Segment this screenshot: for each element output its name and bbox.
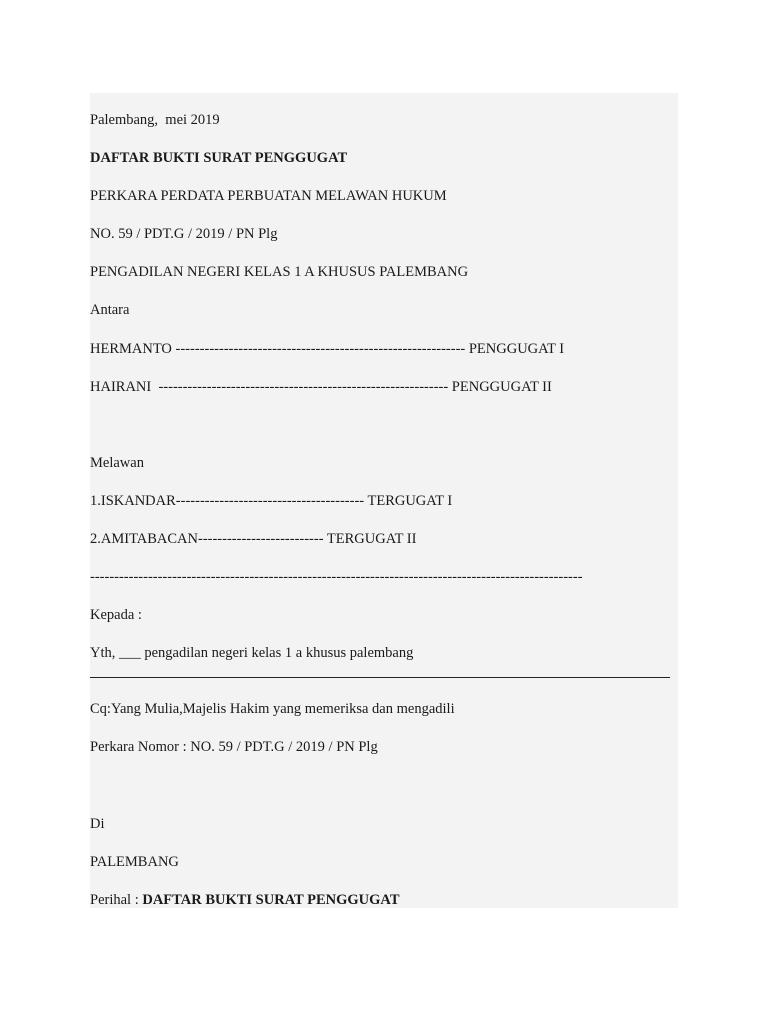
case-number: NO. 59 / PDT.G / 2019 / PN Plg bbox=[90, 226, 278, 242]
between-label: Antara bbox=[90, 302, 130, 318]
subject-text: DAFTAR BUKTI SURAT PENGGUGAT bbox=[142, 892, 400, 908]
horizontal-rule bbox=[90, 677, 670, 678]
document-heading: DAFTAR BUKTI SURAT PENGGUGAT bbox=[90, 150, 348, 166]
defendant-2: 2.AMITABACAN-------------------------- TERGUGAT II bbox=[90, 531, 417, 547]
at-label: Di bbox=[90, 816, 105, 832]
cq-line: Cq:Yang Mulia,Majelis Hakim yang memeriksa dan mengadili bbox=[90, 701, 455, 717]
document-body bbox=[90, 93, 678, 908]
dashed-separator: ------------------------------------------------------------------------------------------------------ bbox=[90, 569, 583, 585]
subject-label: Perihal : bbox=[90, 892, 143, 908]
defendant-1: 1.ISKANDAR--------------------------------------- TERGUGAT I bbox=[90, 493, 453, 509]
plaintiff-1: HERMANTO ------------------------------------------------------------ PENGGUGAT I bbox=[90, 341, 565, 357]
to-label: Kepada : bbox=[90, 607, 142, 623]
date-line: Palembang, mei 2019 bbox=[90, 112, 220, 128]
plaintiff-2: HAIRANI ------------------------------------------------------------ PENGGUGAT II bbox=[90, 379, 552, 395]
court-name: PENGADILAN NEGERI KELAS 1 A KHUSUS PALEMBANG bbox=[90, 264, 469, 280]
case-reference: Perkara Nomor : NO. 59 / PDT.G / 2019 / PN Plg bbox=[90, 739, 378, 755]
addressee: Yth, ___ pengadilan negeri kelas 1 a khusus palembang bbox=[90, 645, 414, 661]
versus-label: Melawan bbox=[90, 455, 144, 471]
subject-line bbox=[90, 891, 400, 909]
city: PALEMBANG bbox=[90, 854, 179, 870]
case-type: PERKARA PERDATA PERBUATAN MELAWAN HUKUM bbox=[90, 188, 447, 204]
